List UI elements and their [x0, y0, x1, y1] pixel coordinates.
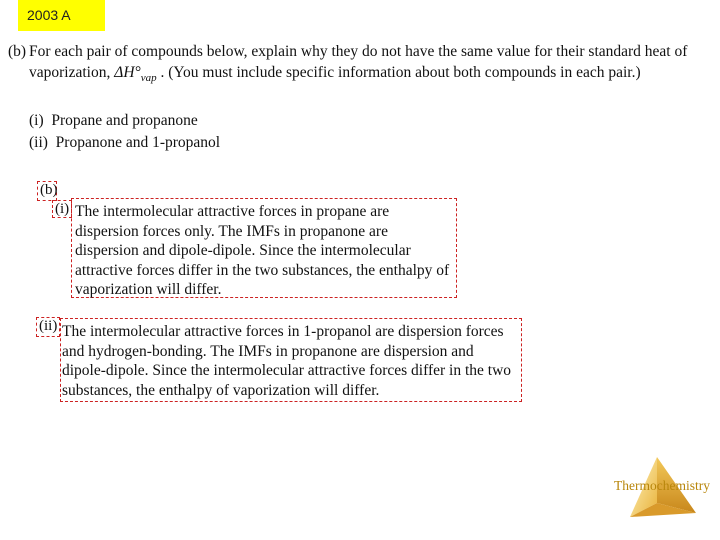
question-part-label: (b)	[8, 43, 27, 60]
question-item-i: (i) Propane and propanone	[29, 112, 198, 129]
delta-h-subscript: vap	[140, 72, 157, 85]
question-item-ii: (ii) Propanone and 1-propanol	[29, 134, 221, 151]
answer-i-label: (i)	[52, 200, 72, 218]
answer-ii-text: The intermolecular attractive forces in 1-propanol are dispersion forces and hydrogen-bonding. The IMFs in propanone are dispersion and dipole-dipole. Since the intermolecular attractive forces differ in the two substances, the enthalpy of vaporization will differ.	[62, 323, 512, 399]
prompt-before: For each pair of compounds below, explain why they do not have the same value for their standard heat of vaporization,	[29, 43, 688, 81]
answer-i-text: The intermolecular attractive forces in propane are dispersion forces only. The IMFs in propanone are dispersion and dipole-dipole. Since the intermolecular attractive forces differ in the two substances, the enthalpy of vaporization will differ.	[75, 203, 450, 298]
answer-ii-label: (ii)	[36, 317, 60, 337]
answer-part-label: (b)	[37, 181, 57, 201]
footer-label: Thermochemistry	[614, 478, 710, 493]
prompt-after: . (You must include specific information about both compounds in each pair.)	[156, 64, 641, 81]
question-prompt	[29, 41, 709, 89]
slide-tag: 2003 A	[18, 0, 105, 31]
delta-h-symbol: ΔH°	[114, 64, 141, 81]
